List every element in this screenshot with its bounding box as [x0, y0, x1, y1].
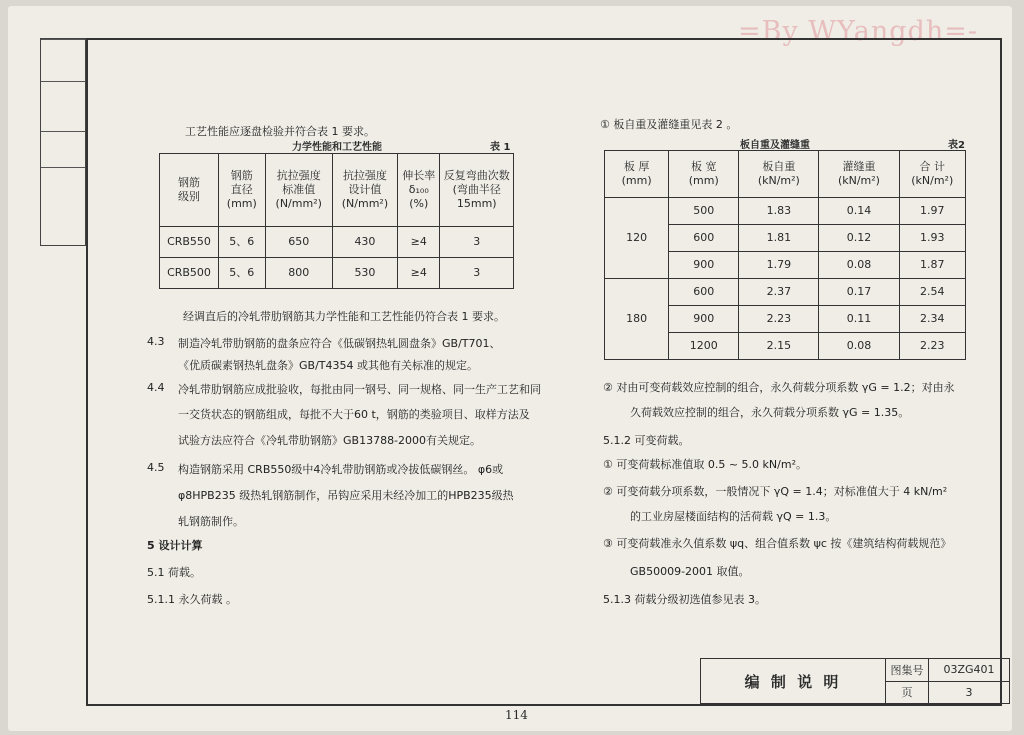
table2-cell: 2.37 — [739, 279, 819, 306]
table2-thickness-cell: 180 — [605, 279, 669, 360]
table2-cell: 2.15 — [739, 333, 819, 360]
table2-cell: 2.34 — [899, 306, 965, 333]
table2-cell: 1.81 — [739, 225, 819, 252]
table1-mechanical-properties — [159, 153, 514, 289]
sidebar-cell — [41, 81, 85, 132]
table2-cell: 0.12 — [819, 225, 899, 252]
table2-cell: 1200 — [669, 333, 739, 360]
variable-load-item3-line1: ③ 可变荷载准永久值系数 ψq、组合值系数 ψc 按《建筑结构荷载规范》 — [603, 537, 952, 550]
table1-header-cell: 反复弯曲次数 (弯曲半径 15mm) — [440, 154, 514, 227]
table1-header-cell: 抗拉强度 设计值 (N/mm²) — [332, 154, 397, 227]
table2-cell: 0.11 — [819, 306, 899, 333]
table2-cell: 2.23 — [739, 306, 819, 333]
paragraph-straightened: 经调直后的冷轧带肋钢筋其力学性能和工艺性能仍符合表 1 要求。 — [183, 310, 505, 323]
table2-cell: 1.87 — [899, 252, 965, 279]
intro-text: 工艺性能应逐盘检验并符合表 1 要求。 — [185, 125, 375, 138]
table1-header-cell: 钢筋 级别 — [160, 154, 219, 227]
section-4-5-line1: 构造钢筋采用 CRB550级中4冷轧带肋钢筋或冷拔低碳钢丝。 φ6或 — [178, 463, 504, 476]
table1-cell: ≥4 — [398, 227, 440, 258]
table1-number: 表 1 — [490, 142, 511, 153]
table1-caption: 力学性能和工艺性能 — [292, 142, 382, 153]
table2-cell: 0.17 — [819, 279, 899, 306]
item-permanent-load-line1: ② 对由可变荷载效应控制的组合，永久荷载分项系数 γG = 1.2；对由永 — [603, 381, 955, 394]
table1-cell: 3 — [440, 227, 514, 258]
item-slab-weight: ① 板自重及灌缝重见表 2 。 — [600, 118, 738, 131]
table2-cell: 1.97 — [899, 198, 965, 225]
sidebar-cell — [41, 167, 85, 206]
section-5-heading: 5 设计计算 — [147, 539, 203, 552]
approval-sidebar — [40, 38, 86, 246]
section-4-4-number: 4.4 — [147, 381, 165, 394]
table2-number: 表2 — [948, 140, 965, 151]
table2-cell: 900 — [669, 252, 739, 279]
table1-header-cell: 钢筋 直径 (mm) — [219, 154, 266, 227]
table1-cell: 650 — [265, 227, 332, 258]
table1-header-cell: 伸长率 δ₁₀₀ (%) — [398, 154, 440, 227]
table2-cell: 0.08 — [819, 252, 899, 279]
table1-cell: ≥4 — [398, 258, 440, 289]
sidebar-cell — [41, 131, 85, 168]
section-5-1-1-heading: 5.1.1 永久荷载 。 — [147, 593, 237, 606]
table2-cell: 600 — [669, 225, 739, 252]
table2-caption: 板自重及灌缝重 — [740, 140, 810, 151]
table1-cell: 430 — [332, 227, 397, 258]
page-label: 页 — [886, 681, 929, 704]
atlas-value: 03ZG401 — [929, 659, 1010, 682]
variable-load-item1: ① 可变荷载标准值取 0.5 ~ 5.0 kN/m²。 — [603, 458, 807, 471]
table2-cell: 900 — [669, 306, 739, 333]
table-row — [160, 227, 514, 258]
variable-load-item3-line2: GB50009-2001 取值。 — [630, 565, 750, 578]
table1-cell: 800 — [265, 258, 332, 289]
section-4-4-line2: 一交货状态的钢筋组成，每批不大于60 t，钢筋的类验项目、取样方法及 — [178, 408, 530, 421]
table-row — [160, 258, 514, 289]
table2-thickness-cell: 120 — [605, 198, 669, 279]
section-4-3-line2: 《优质碳素钢热轧盘条》GB/T4354 或其他有关标准的规定。 — [178, 359, 478, 372]
table2-cell: 500 — [669, 198, 739, 225]
section-4-3-number: 4.3 — [147, 335, 165, 348]
sidebar-cell — [41, 39, 85, 82]
variable-load-item2-line2: 的工业房屋楼面结构的活荷载 γQ = 1.3。 — [630, 510, 837, 523]
table1-cell: CRB500 — [160, 258, 219, 289]
title-block — [700, 658, 1010, 704]
table2-cell: 2.54 — [899, 279, 965, 306]
table2-cell: 2.23 — [899, 333, 965, 360]
sidebar-cell — [41, 205, 85, 245]
section-4-4-line1: 冷轧带肋钢筋应成批验收，每批由同一钢号、同一规格、同一生产工艺和同 — [178, 383, 541, 396]
table2-header-cell: 合 计 (kN/m²) — [899, 151, 965, 198]
table2-header-cell: 板自重 (kN/m²) — [739, 151, 819, 198]
section-5-1-2-heading: 5.1.2 可变荷载。 — [603, 434, 690, 447]
section-4-5-line3: 轧钢筋制作。 — [178, 515, 244, 528]
table2-cell: 600 — [669, 279, 739, 306]
table2-header-cell: 板 宽 (mm) — [669, 151, 739, 198]
section-5-1-3-heading: 5.1.3 荷载分级初选值参见表 3。 — [603, 593, 766, 606]
table2-slab-weight — [604, 150, 966, 360]
table2-cell: 1.83 — [739, 198, 819, 225]
table1-cell: CRB550 — [160, 227, 219, 258]
table2-header-cell: 灌缝重 (kN/m²) — [819, 151, 899, 198]
section-4-5-number: 4.5 — [147, 461, 165, 474]
page-number: 114 — [505, 708, 528, 722]
watermark: =By WYangdh=- — [738, 16, 978, 47]
table2-cell: 1.93 — [899, 225, 965, 252]
table2-cell: 1.79 — [739, 252, 819, 279]
page-value: 3 — [929, 681, 1010, 704]
item-permanent-load-line2: 久荷载效应控制的组合，永久荷载分项系数 γG = 1.35。 — [630, 406, 910, 419]
table2-header-cell: 板 厚 (mm) — [605, 151, 669, 198]
section-5-1-heading: 5.1 荷载。 — [147, 566, 201, 579]
section-4-4-line3: 试验方法应符合《冷轧带肋钢筋》GB13788-2000有关规定。 — [178, 434, 482, 447]
table2-cell: 0.08 — [819, 333, 899, 360]
section-4-3-line1: 制造冷轧带肋钢筋的盘条应符合《低碳钢热轧圆盘条》GB/T701、 — [178, 337, 501, 350]
atlas-label: 图集号 — [886, 659, 929, 682]
table1-cell: 5、6 — [219, 258, 266, 289]
title-block-title: 编 制 说 明 — [701, 659, 886, 704]
table-row — [605, 279, 966, 306]
table1-cell: 530 — [332, 258, 397, 289]
table1-cell: 3 — [440, 258, 514, 289]
section-4-5-line2: φ8HPB235 级热轧钢筋制作，吊钩应采用未经冷加工的HPB235级热 — [178, 489, 514, 502]
table1-header-cell: 抗拉强度 标准值 (N/mm²) — [265, 154, 332, 227]
table-row — [605, 198, 966, 225]
table2-cell: 0.14 — [819, 198, 899, 225]
variable-load-item2-line1: ② 可变荷载分项系数，一般情况下 γQ = 1.4；对标准值大于 4 kN/m² — [603, 485, 948, 498]
table1-cell: 5、6 — [219, 227, 266, 258]
